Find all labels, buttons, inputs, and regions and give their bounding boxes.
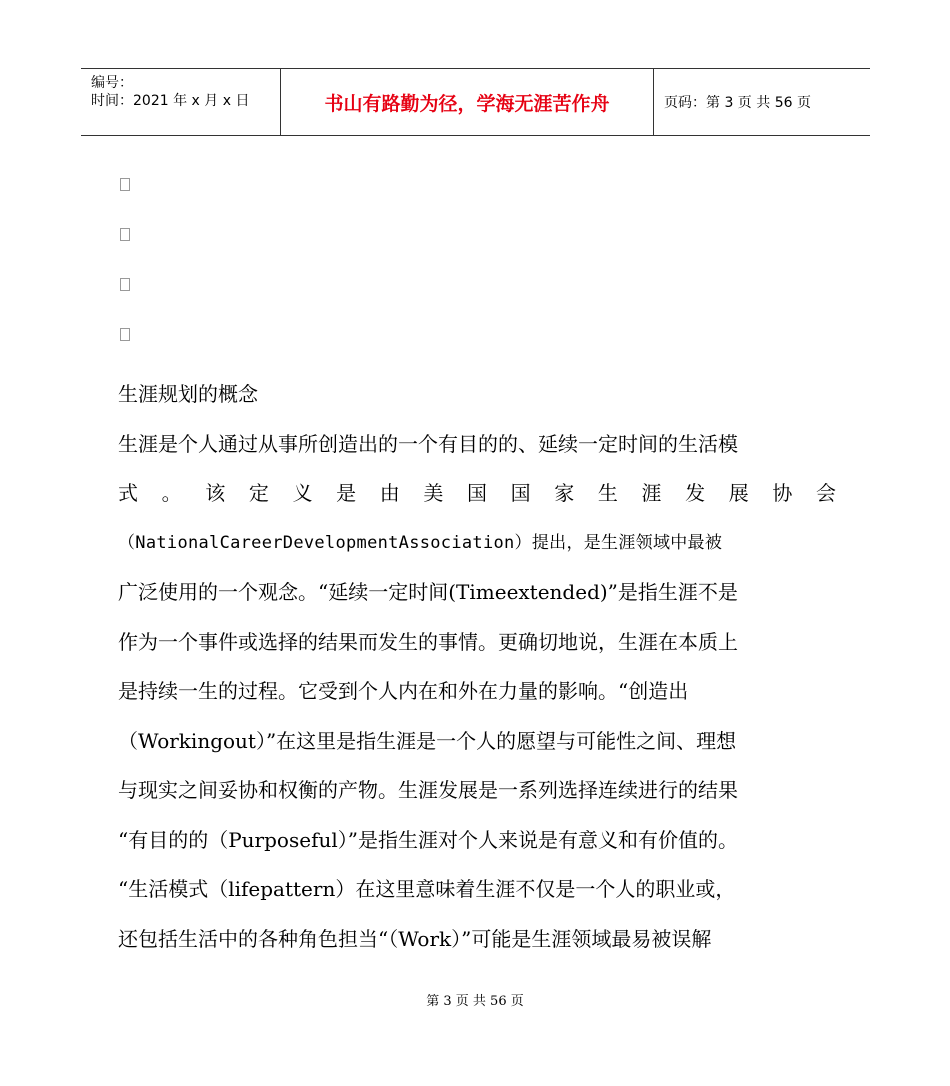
text-line: 作为一个事件或选择的结果而发生的事情。更确切地说，生涯在本质上 bbox=[118, 629, 738, 654]
page-footer: 第 3 页 共 56 页 bbox=[426, 994, 524, 1009]
page-header bbox=[81, 68, 870, 136]
header-motto: 书山有路勤为径，学海无涯苦作舟 bbox=[281, 69, 654, 135]
text-line: 广泛使用的一个观念。“延续一定时间(Timeextended)”是指生涯不是 bbox=[118, 580, 738, 604]
text-char: 国 bbox=[510, 481, 531, 505]
text-char: 国 bbox=[467, 481, 487, 505]
header-meta bbox=[81, 69, 281, 135]
placeholder-box-icon bbox=[120, 228, 130, 241]
text-char: 涯 bbox=[641, 481, 662, 505]
text-char: 发 bbox=[685, 481, 706, 505]
placeholder-box-icon bbox=[120, 178, 130, 191]
text-line: “有目的的（Purposeful）”是指生涯对个人来说是有意义和有价值的。 bbox=[118, 827, 738, 852]
text-line: 生涯是个人通过从事所创造出的一个有目的的、延续一定时间的生活模 bbox=[118, 431, 738, 456]
placeholder-box-icon bbox=[120, 278, 130, 291]
text-char: 展 bbox=[728, 481, 749, 505]
text-char: 会 bbox=[816, 481, 836, 505]
placeholder-boxes bbox=[120, 178, 130, 378]
text-line: 是持续一生的过程。它受到个人内在和外在力量的影响。“创造出 bbox=[118, 679, 689, 703]
text-line: “生活模式（lifepattern）在这里意味着生涯不仅是一个人的职业或， bbox=[118, 877, 736, 901]
placeholder-box-icon bbox=[120, 328, 130, 341]
text-char: 家 bbox=[554, 481, 575, 505]
text-line: （Workingout）”在这里是指生涯是一个人的愿望与可能性之间、理想 bbox=[118, 728, 737, 753]
text-char: 该 bbox=[205, 481, 226, 505]
text-char: 。 bbox=[161, 481, 182, 505]
text-char: 式 bbox=[118, 481, 138, 505]
text-line-justified bbox=[118, 469, 836, 519]
text-line: 还包括生活中的各种角色担当“（Work）”可能是生涯领域最易被误解 bbox=[118, 926, 712, 951]
text-line: 与现实之间妥协和权衡的产物。生涯发展是一系列选择连续进行的结果 bbox=[118, 778, 738, 802]
text-line: （NationalCareerDevelopmentAssociation）提出，是生涯领域中最被 bbox=[118, 532, 723, 553]
text-char: 是 bbox=[336, 481, 357, 505]
number-label: 编号： bbox=[91, 75, 133, 91]
header-page-info: 页码：第 3 页 共 56 页 bbox=[664, 95, 811, 111]
date-label: 时间：2021 年 x 月 x 日 bbox=[91, 93, 250, 109]
text-char: 美 bbox=[423, 481, 444, 505]
document-body bbox=[118, 370, 836, 964]
text-char: 由 bbox=[379, 481, 400, 505]
text-char: 义 bbox=[292, 481, 313, 505]
section-title: 生涯规划的概念 bbox=[118, 382, 258, 406]
text-char: 生 bbox=[597, 481, 618, 505]
text-char: 定 bbox=[248, 481, 269, 505]
text-char: 协 bbox=[772, 481, 793, 505]
